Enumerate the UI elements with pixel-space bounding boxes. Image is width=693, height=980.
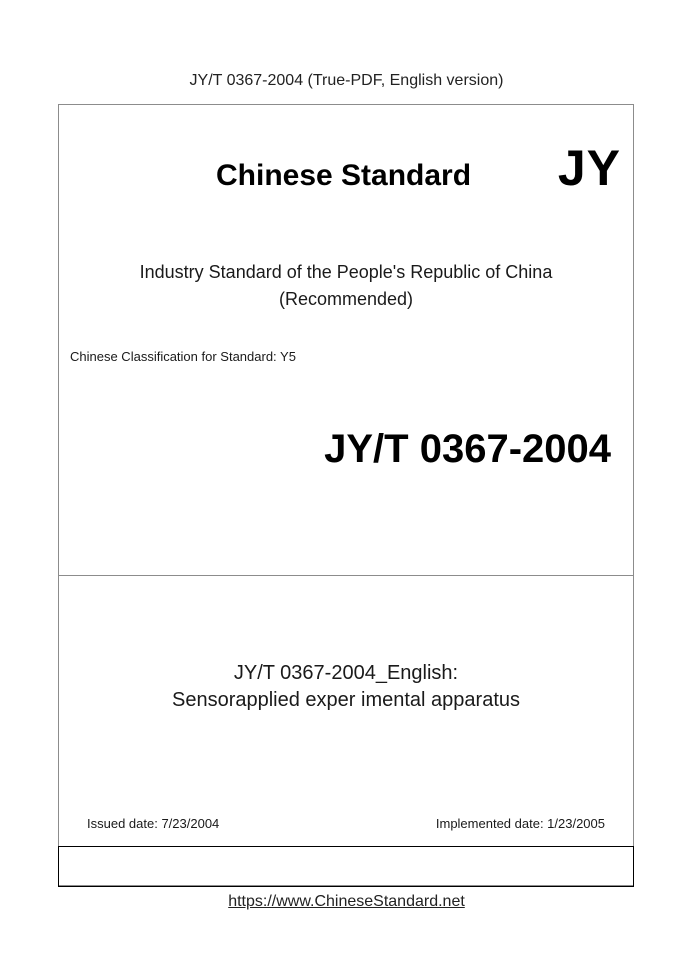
cover-title: Chinese Standard xyxy=(216,159,472,192)
bottom-box xyxy=(58,846,634,887)
cover-frame xyxy=(58,104,634,886)
page-header: JY/T 0367-2004 (True-PDF, English version) xyxy=(189,72,504,89)
industry-line-1: Industry Standard of the People's Republic of China xyxy=(139,262,553,282)
standard-code-mark: JY xyxy=(557,140,621,196)
standard-number: JY/T 0367-2004 xyxy=(324,427,611,471)
document-title-line-2: Sensorapplied exper imental apparatus xyxy=(172,689,520,711)
document-title-line-1: JY/T 0367-2004_English: xyxy=(233,662,459,684)
website-link[interactable]: https://www.ChineseStandard.net xyxy=(228,893,465,910)
industry-line-2: (Recommended) xyxy=(278,289,414,309)
document-title xyxy=(59,660,633,714)
classification-label: Chinese Classification for Standard: Y5 xyxy=(70,349,296,364)
industry-standard-heading xyxy=(59,259,633,313)
issued-date: Issued date: 7/23/2004 xyxy=(87,816,220,831)
implemented-date: Implemented date: 1/23/2005 xyxy=(435,816,605,831)
section-divider xyxy=(59,575,633,576)
